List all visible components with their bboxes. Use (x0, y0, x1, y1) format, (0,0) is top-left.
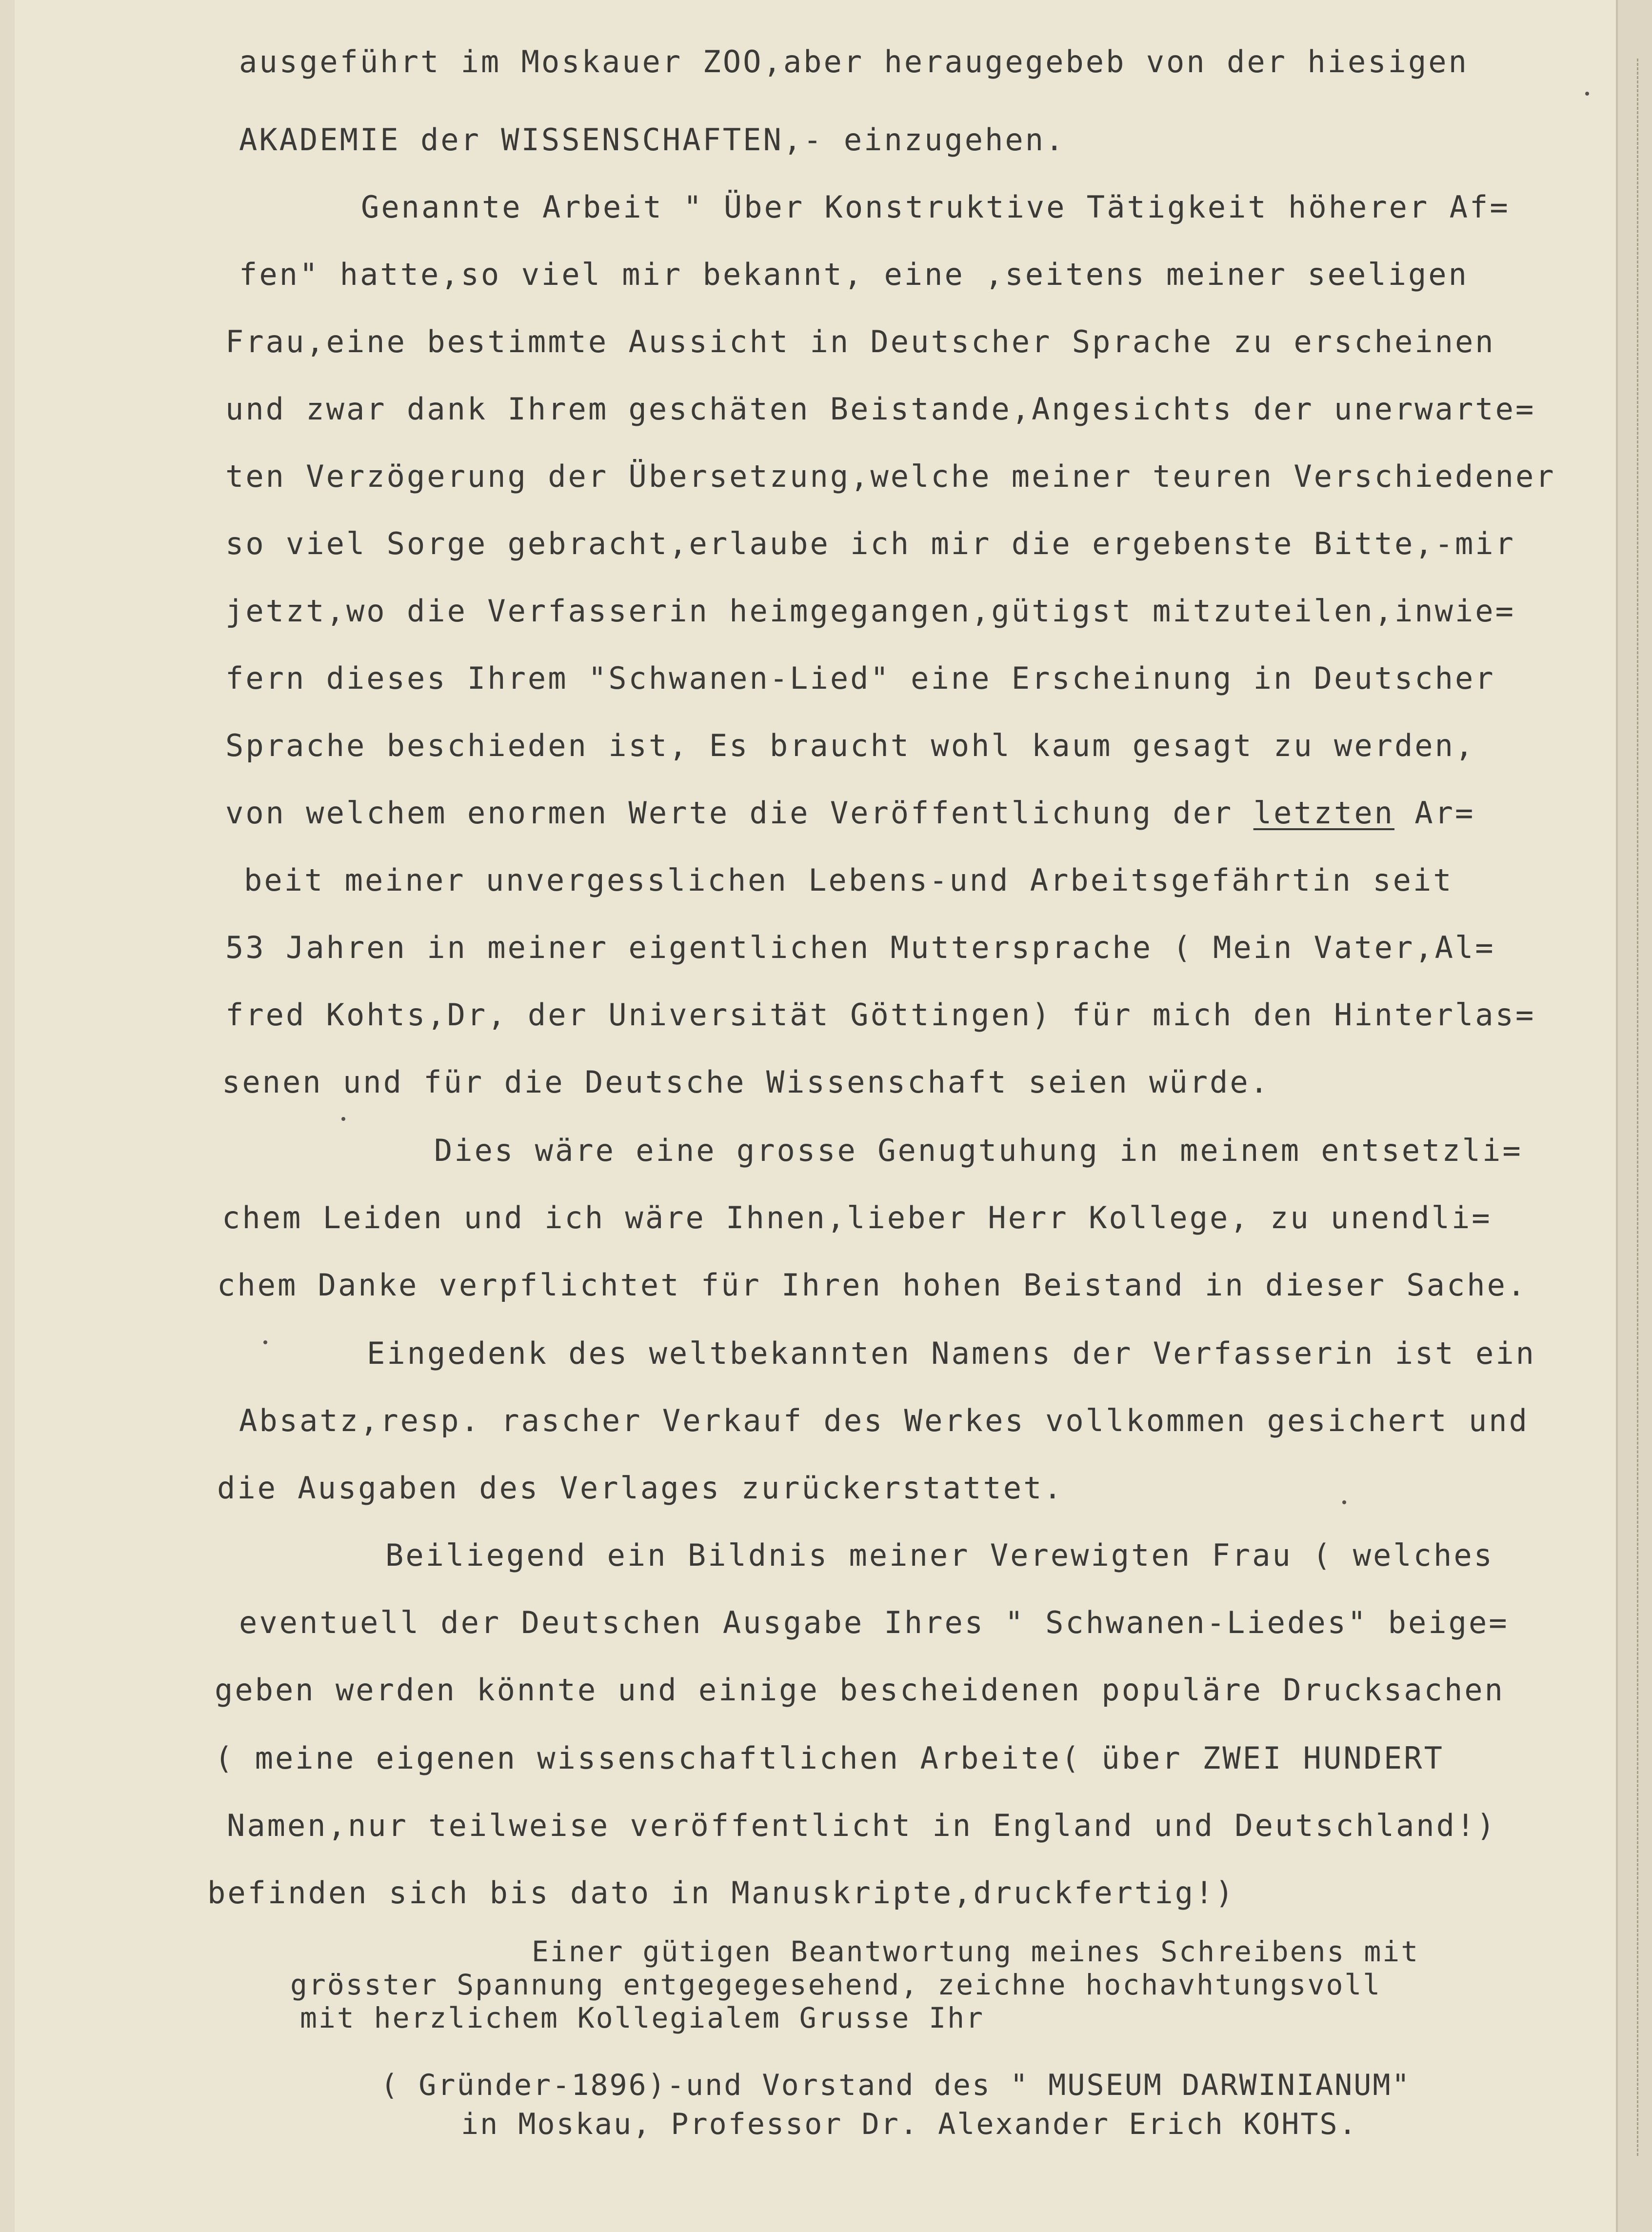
letter-line: ( meine eigenen wissenschaftlichen Arbeite( über ZWEI HUNDERT (215, 1740, 1444, 1776)
letter-line: eventuell der Deutschen Ausgabe Ihres " Schwanen-Liedes" beige= (239, 1605, 1509, 1640)
closing-line: Einer gütigen Beantwortung meines Schreibens mit (532, 1935, 1420, 1968)
ink-speck (341, 1117, 345, 1121)
letter-line: fen" hatte,so viel mir bekannt, eine ,seitens meiner seeligen (239, 257, 1469, 292)
letter-line: und zwar dank Ihrem geschäten Beistande,Angesichts der unerwarte= (225, 391, 1536, 427)
paper-left-edge (0, 0, 15, 2232)
letter-line: Sprache beschieden ist, Es braucht wohl kaum gesagt zu werden, (225, 728, 1475, 763)
letter-line: die Ausgaben des Verlages zurückerstattet. (217, 1470, 1064, 1506)
ink-speck (1585, 92, 1589, 96)
signature-line: in Moskau, Professor Dr. Alexander Erich KOHTS. (461, 2107, 1358, 2141)
ink-speck (1342, 1500, 1346, 1504)
signature-line: ( Gründer-1896)-und Vorstand des " MUSEUM DARWINIANUM" (380, 2068, 1411, 2102)
letter-line-end: Ar= (1394, 795, 1475, 831)
ink-speck (263, 1340, 267, 1344)
letter-line (225, 794, 1475, 832)
letter-line: Namen,nur teilweise veröffentlicht in England und Deutschland!) (227, 1808, 1497, 1843)
letter-line: jetzt,wo die Verfasserin heimgegangen,gütigst mitzuteilen,inwie= (225, 593, 1515, 629)
letter-line: befinden sich bis dato in Manuskripte,druckfertig!) (207, 1875, 1235, 1911)
page-edge-ruler (1634, 59, 1638, 2156)
letter-line: Beiliegend ein Bildnis meiner Verewigten Frau ( welches (385, 1537, 1494, 1573)
letter-line: chem Leiden und ich wäre Ihnen,lieber Herr Kollege, zu unendli= (222, 1200, 1492, 1236)
letter-line: ten Verzögerung der Übersetzung,welche meiner teuren Verschiedener (225, 458, 1556, 494)
underlined-word: letzten (1253, 795, 1394, 831)
letter-line: senen und für die Deutsche Wissenschaft seien würde. (222, 1064, 1271, 1100)
closing-line: grösster Spannung entgegegesehend, zeichne hochavhtungsvoll (290, 1968, 1382, 2001)
letter-line: geben werden könnte und einige bescheidenen populäre Drucksachen (215, 1672, 1505, 1708)
letter-line: beit meiner unvergesslichen Lebens-und Arbeitsgefährtin seit (244, 862, 1453, 898)
letter-line: so viel Sorge gebracht,erlaube ich mir die ergebenste Bitte,-mir (225, 526, 1515, 561)
letter-line: Genannte Arbeit " Über Konstruktive Tätigkeit höherer Af= (361, 189, 1510, 225)
letter-line: Frau,eine bestimmte Aussicht in Deutscher Sprache zu erscheinen (225, 324, 1495, 359)
letter-line: chem Danke verpflichtet für Ihren hohen Beistand in dieser Sache. (217, 1267, 1528, 1303)
letter-line: Dies wäre eine grosse Genugtuhung in meinem entsetzli= (434, 1133, 1523, 1168)
letter-line-start: von welchem enormen Werte die Veröffentlichung der (225, 795, 1254, 831)
letter-line: fred Kohts,Dr, der Universität Göttingen) für mich den Hinterlas= (225, 997, 1536, 1033)
letter-line: AKADEMIE der WISSENSCHAFTEN,- einzugehen. (239, 122, 1066, 158)
letter-line: Absatz,resp. rascher Verkauf des Werkes vollkommen gesichert und (239, 1403, 1529, 1438)
letter-line: fern dieses Ihrem "Schwanen-Lied" eine Erscheinung in Deutscher (225, 660, 1495, 696)
letter-line: ausgeführt im Moskauer ZOO,aber heraugegebeb von der hiesigen (239, 44, 1469, 80)
closing-line: mit herzlichem Kollegialem Grusse Ihr (300, 2001, 985, 2034)
letter-line: Eingedenk des weltbekannten Namens der Verfasserin ist ein (367, 1335, 1536, 1371)
letter-line: 53 Jahren in meiner eigentlichen Muttersprache ( Mein Vater,Al= (225, 930, 1495, 965)
